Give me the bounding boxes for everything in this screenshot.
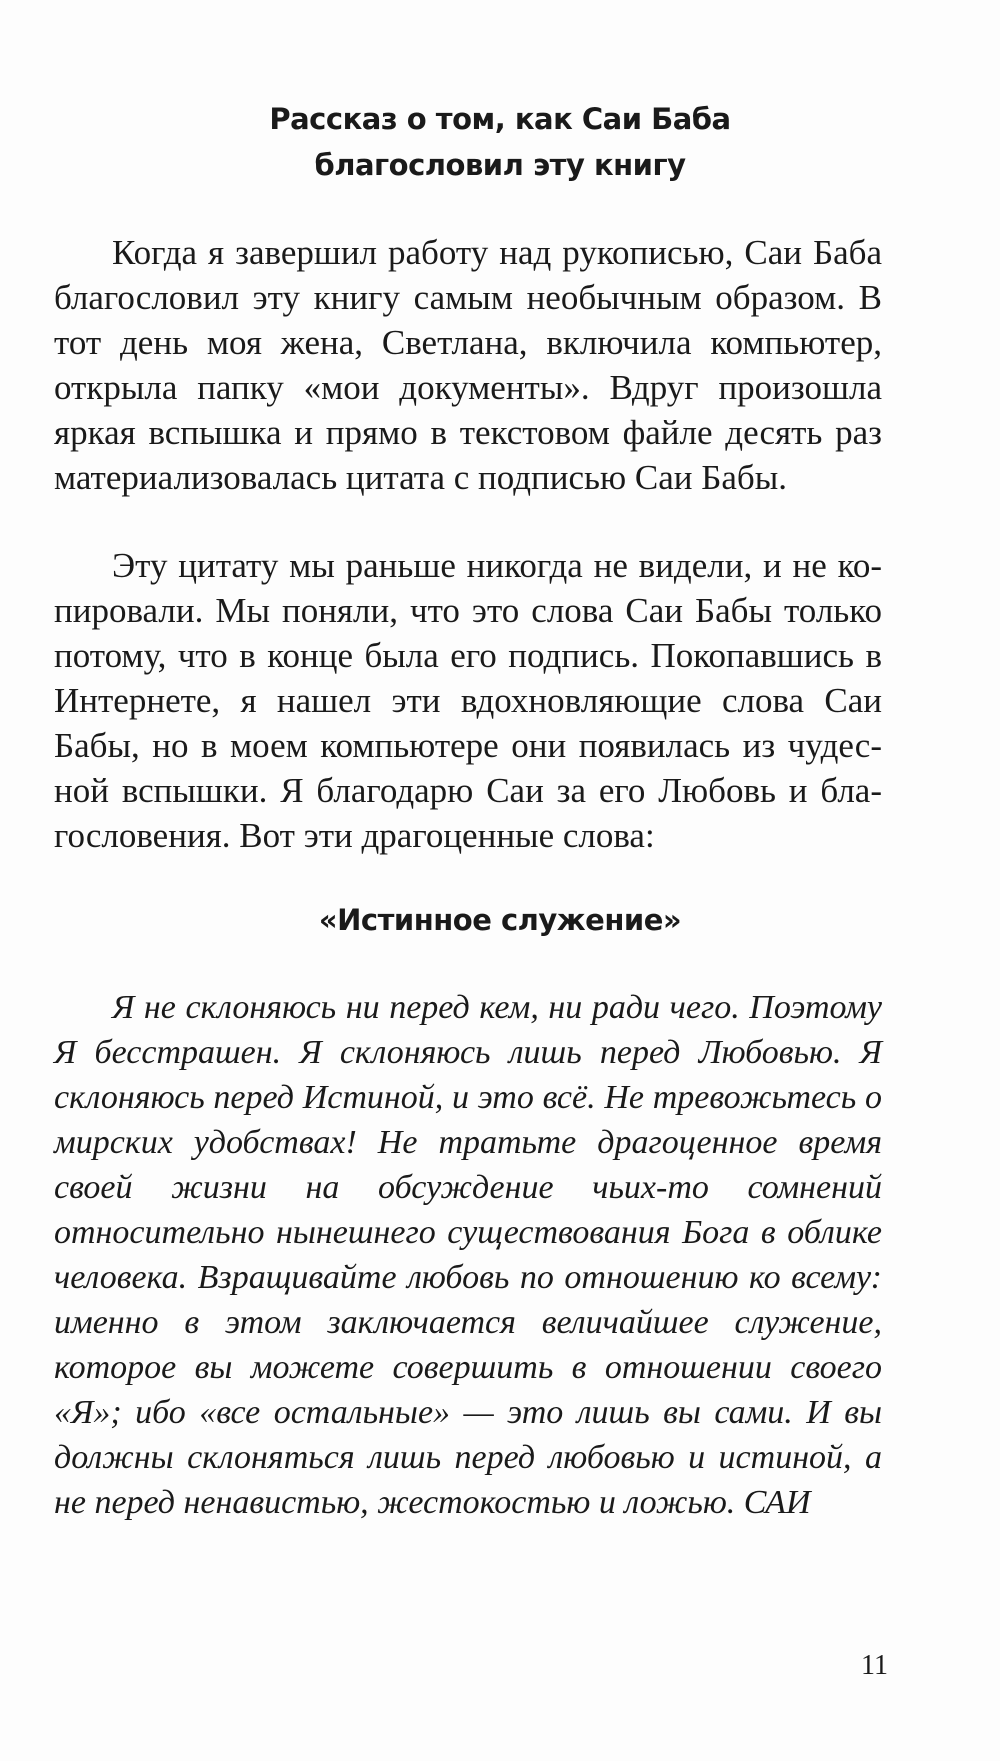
page-number: 11: [861, 1650, 888, 1681]
quote-block: [54, 985, 882, 1525]
body-paragraph-2-block: [54, 543, 882, 862]
body-paragraph-2: Эту цитату мы раньше никогда не видели, и не копировали. Мы поняли, что это слова Саи Бабы только потому, что в конце была его подпись. Покопавшись в Интернете, я нашел эти вдохновляющие слова Саи Бабы, но в моем компьютере они появилась из чудесной вспышки. Я благодарю Саи за его Любовь и благословения. Вот эти драгоценные слова:: [54, 546, 882, 855]
body-paragraph-1: Когда я завершил работу над рукописью, Саи Баба благословил эту книгу самым необычным образом. В тот день моя жена, Светлана, включила компьютер, открыла папку «мои документы». Вдруг произошла яркая вспышка и прямо в текстовом файле десять раз материализовалась цитата с подписью Саи Бабы.: [54, 233, 882, 497]
page-title: [0, 96, 1000, 188]
title-line-2: благословил эту книгу: [314, 148, 686, 182]
title-line-1: Рассказ о том, как Саи Баба: [269, 102, 731, 136]
body-paragraph-1-block: [54, 230, 882, 504]
quote-subtitle: «Истинное служение»: [318, 903, 682, 937]
quote-text: Я не склоняюсь ни перед кем, ни ради чего. Поэтому Я бесстрашен. Я склоняюсь лишь перед Любовью. Я склоняюсь перед Истиной, и это всё. Не тревожьтесь о мирских удобствах! Не тратьте драгоценное время своей жизни на обсуждение чьих-то сомнений относительно нынешнего существования Бога в облике человека. Взращивайте любовь по отношению ко всему: именно в этом заключается величайшее служение, которое вы можете совершить в отношении своего «Я»; ибо «все остальные» — это лишь вы сами. И вы должны склоняться лишь перед любовью и истиной, а не перед ненавистью, жестокостью и ложью. САИ: [54, 989, 882, 1521]
